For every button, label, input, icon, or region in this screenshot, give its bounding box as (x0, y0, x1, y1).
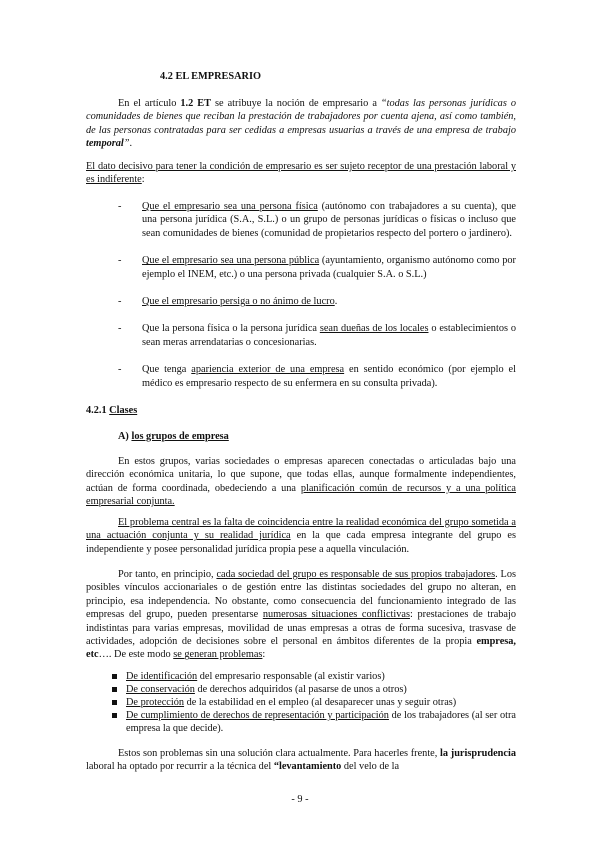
central-problem-highlight: El problema central es la falta de coincidencia entre la realidad económica del grupo sometida a una actuación conjunta y su realidad jurídica (86, 517, 516, 542)
problem-text: de derechos adquiridos (al pasarse de unos a otros) (194, 684, 407, 695)
intro-paragraph (86, 97, 516, 151)
problem-highlight: De protección (126, 697, 185, 708)
case-highlight: sean dueñas de los locales (319, 323, 429, 335)
problem-text: del empresario responsable (al existir varios) (197, 671, 385, 682)
key-condition-paragraph (86, 160, 516, 187)
subsection-title: Clases (109, 405, 138, 416)
intro-text-1: En el artículo (118, 98, 181, 109)
final-text-2: laboral ha optado por recurrir a la técnica del (86, 761, 274, 773)
problem-highlight: De identificación (126, 671, 198, 682)
responsibility-text-4: …. De este modo (98, 649, 174, 661)
groups-highlight: planificación común de recursos y a una política empresarial conjunta. (86, 482, 516, 508)
central-problem-text: en la que cada empresa integrante del grupo es independiente y posee personalidad jurídica propia pese a aquella vinculación. (86, 530, 516, 555)
subsection-number: 4.2.1 (86, 405, 110, 416)
problem-highlight: De cumplimiento de derechos de representación y participación (126, 710, 389, 721)
case-highlight: Que el empresario sea una persona física (142, 201, 318, 212)
legal-quote: “todas las personas jurídicas o comunidades de bienes que reciban la prestación de trabajadores por cuenta ajena, así como también, de las personas contratadas para ser cedidas a empresas usuarias a través de una empresa de trabajo (86, 98, 516, 136)
responsibility-highlight: cada sociedad del grupo es responsable de sus propios trabajadores (216, 569, 496, 580)
jurisprudencia-bold: la jurisprudencia (440, 748, 516, 759)
intro-end: . (129, 138, 133, 150)
list-item (118, 254, 516, 281)
list-item (118, 200, 516, 240)
final-text-1: Estos son problemas sin una solución clara actualmente. Para hacerles frente, (118, 748, 441, 759)
square-bullet (112, 700, 117, 705)
problems-highlight: se generan problemas (173, 649, 263, 661)
article-reference: 1.2 ET (180, 98, 211, 109)
subsubsection-heading (118, 430, 516, 443)
empresa-etc-bold: empresa, etc (86, 636, 516, 661)
key-condition-end: : (141, 174, 145, 186)
legal-quote-emphasis: temporal (86, 138, 124, 150)
list-item (118, 295, 516, 308)
dash-marker: - (118, 255, 122, 267)
case-text: (autónomo con trabajadores a su cuenta), que una persona jurídica (S.A., S.L.) o un grupo de personas jurídicas o físicas o incluso que sean comunidades de bienes (comunidad de propietarios respecto del portero o jardinero). (142, 201, 517, 239)
empresario-cases-list (118, 200, 516, 390)
conflicts-highlight: numerosas situaciones conflictivas (262, 609, 410, 621)
case-highlight: Que el empresario persiga o no ánimo de lucro (142, 296, 335, 308)
final-paragraph (86, 747, 516, 774)
dash-marker: - (118, 364, 122, 376)
case-text: . (334, 296, 338, 308)
square-bullet (112, 713, 117, 718)
responsibility-paragraph (86, 568, 516, 662)
key-condition: El dato decisivo para tener la condición de empresario es ser sujeto receptor de una prestación laboral y es indiferente (86, 161, 516, 186)
responsibility-text-5: : (262, 649, 266, 661)
list-item (118, 363, 516, 390)
levantamiento-bold: “levantamiento (273, 761, 342, 773)
subsection-heading (86, 404, 516, 417)
case-text: o establecimientos o sean meras arrendatarias o concesionarias. (142, 323, 516, 348)
list-item (112, 709, 516, 735)
responsibility-text-2: . Los posibles vínculos accionariales o de gestión entre las distintas sociedades del grupo no alteran, en principio, esa independencia. No obstante, como consecuencia del funcionamiento integrado de las empresas del grupo, pueden presentarse (86, 569, 516, 621)
page-number: - 9 - (291, 794, 309, 805)
responsibility-text-3: : prestaciones de trabajo indistintas para varias empresas, movilidad de unas empresas a otras de forma sucesiva, trasvase de actividades, adopción de decisiones sobre el personal en ámbitos diferentes de la propia (86, 609, 516, 648)
case-highlight: apariencia exterior de una empresa (191, 364, 345, 376)
section-title: 4.2 EL EMPRESARIO (160, 71, 261, 82)
square-bullet (112, 674, 117, 679)
problem-text: de los trabajadores (al ser otra empresa la que decide). (126, 710, 516, 734)
list-item (112, 670, 516, 683)
case-text: en sentido económico (por ejemplo el médico es empresario respecto de su enfermera en su consulta privada). (142, 364, 516, 389)
problem-highlight: De conservación (126, 684, 195, 695)
list-item (112, 683, 516, 696)
case-text-prefix: Que tenga (142, 364, 192, 376)
problems-list (112, 670, 516, 735)
dash-marker: - (118, 296, 122, 308)
subsubsection-title: los grupos de empresa (131, 431, 229, 442)
case-text: (ayuntamiento, organismo autónomo como por ejemplo el INEM, etc.) o una persona privada (cualquier S.A. o S.L.) (142, 255, 516, 280)
groups-definition-paragraph (86, 455, 516, 509)
final-text-3: del velo de la (341, 761, 400, 773)
intro-text-2: se atribuye la noción de empresario a (211, 98, 381, 109)
central-problem-paragraph (86, 516, 516, 556)
dash-marker: - (118, 201, 122, 212)
legal-quote-close: ” (123, 138, 130, 150)
problem-text: de la estabilidad en el empleo (al desaparecer unas y seguir otras) (184, 697, 457, 708)
responsibility-text-1: Por tanto, en principio, (118, 569, 217, 580)
square-bullet (112, 687, 117, 692)
subsubsection-letter: A) (118, 431, 132, 442)
case-text-prefix: Que la persona física o la persona jurídica (142, 323, 320, 335)
list-item (118, 322, 516, 349)
case-highlight: Que el empresario sea una persona pública (142, 255, 320, 267)
groups-text: En estos grupos, varias sociedades o empresas aparecen conectadas o articuladas bajo una dirección económica unitaria, lo que supone, que todas ellas, aunque formalmente independientes, actúan de forma coordinada, obedeciendo a una (86, 456, 516, 494)
list-item (112, 696, 516, 709)
dash-marker: - (118, 323, 122, 335)
